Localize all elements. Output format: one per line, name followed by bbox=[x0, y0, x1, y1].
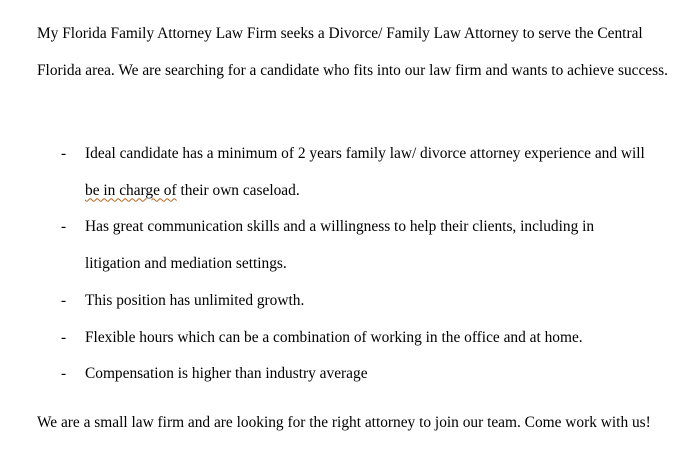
bullet-text-start: Ideal candidate has a minimum of 2 years family law/ divorce attorney experience and will bbox=[85, 145, 645, 162]
bullet-text: Flexible hours which can be a combination of working in the office and at home. bbox=[85, 328, 583, 346]
closing-paragraph: We are a small law firm and are looking for the right attorney to join our team. Come work with us! bbox=[37, 414, 651, 431]
bullet-dash: - bbox=[61, 145, 67, 162]
intro-paragraph: My Florida Family Attorney Law Firm seeks a Divorce/ Family Law Attorney to serve the Central Florida area. We are searching for a candidate who fits into our law firm and wants to achieve success. bbox=[37, 25, 668, 79]
requirements-list bbox=[0, 136, 697, 393]
bullet-text: Has great communication skills and a willingness to help their clients, including in litigation and mediation settings. bbox=[85, 218, 595, 273]
list-item bbox=[0, 136, 645, 209]
bullet-dash: - bbox=[61, 291, 67, 309]
bullet-text-end: their own caseload. bbox=[176, 181, 300, 199]
bullet-dash: - bbox=[61, 365, 67, 383]
list-item bbox=[0, 356, 645, 393]
grammar-flagged-phrase[interactable]: be in charge of bbox=[85, 181, 177, 199]
bullet-text: This position has unlimited growth. bbox=[85, 291, 305, 309]
bullet-dash: - bbox=[61, 328, 67, 346]
list-item bbox=[0, 320, 645, 357]
list-item bbox=[0, 209, 645, 282]
list-item bbox=[0, 283, 645, 320]
bullet-text: Compensation is higher than industry average bbox=[85, 365, 368, 383]
bullet-dash: - bbox=[61, 218, 67, 236]
